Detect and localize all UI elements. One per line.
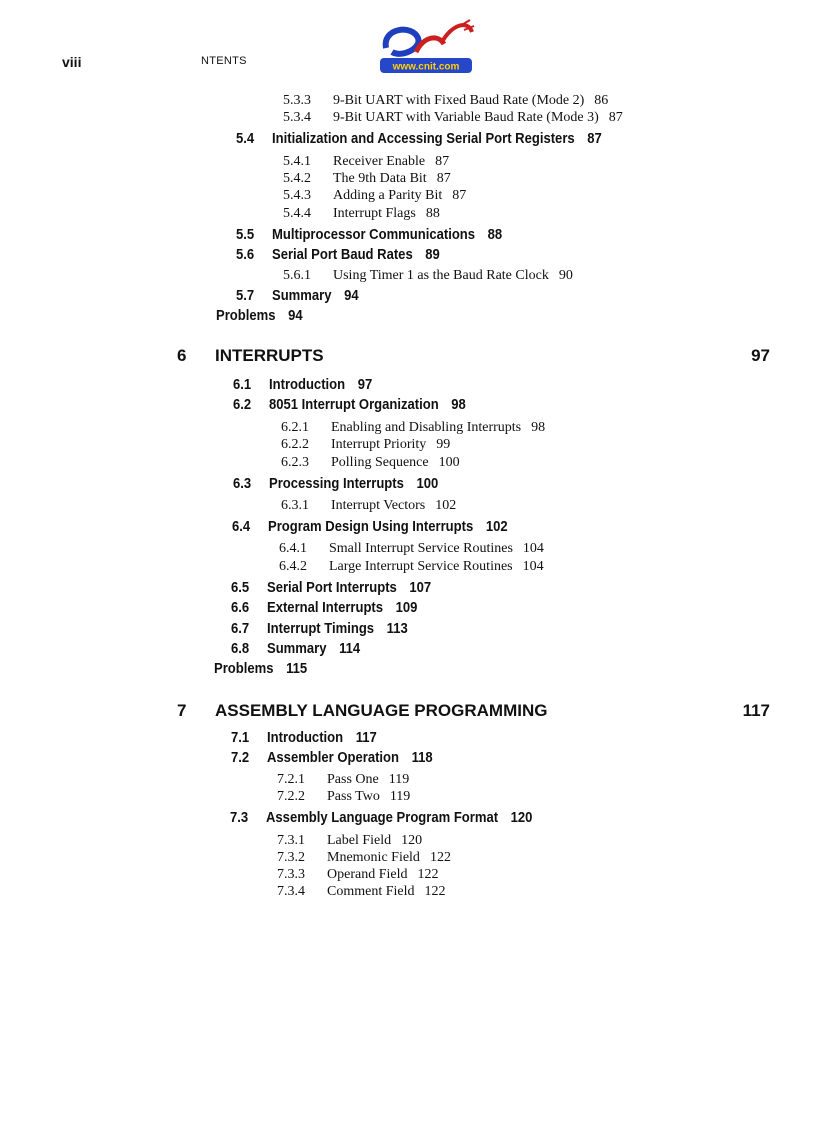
section-page: 94 bbox=[344, 288, 359, 304]
page-number: viii bbox=[62, 54, 82, 70]
section-number: 7.2 bbox=[231, 750, 250, 766]
subsection-page: 104 bbox=[522, 541, 544, 556]
subsection-number: 7.3.3 bbox=[277, 867, 305, 882]
section-page: 100 bbox=[416, 476, 439, 492]
subsection-title: Small Interrupt Service Routines bbox=[329, 541, 513, 556]
section-title: Assembly Language Program Format bbox=[266, 810, 499, 826]
subsection-page: 119 bbox=[389, 789, 411, 804]
problems-page: 94 bbox=[288, 308, 303, 324]
toc-entry-sec bbox=[233, 377, 372, 393]
section-title: Program Design Using Interrupts bbox=[268, 519, 474, 535]
toc-entry-sec bbox=[231, 750, 433, 766]
subsection-page: 100 bbox=[438, 455, 460, 470]
section-page: 87 bbox=[587, 131, 602, 147]
subsection-page: 98 bbox=[531, 420, 546, 435]
subsection-number: 5.4.3 bbox=[283, 188, 311, 203]
section-page: 102 bbox=[485, 519, 508, 535]
toc-entry-sub bbox=[281, 420, 545, 436]
section-number: 6.5 bbox=[231, 580, 250, 596]
toc-entry-sec bbox=[232, 519, 508, 535]
subsection-number: 7.2.1 bbox=[277, 772, 305, 787]
section-page: 118 bbox=[411, 750, 433, 766]
toc-entry-sec bbox=[231, 641, 360, 657]
subsection-title: Large Interrupt Service Routines bbox=[329, 559, 513, 574]
toc-entry-sub bbox=[277, 833, 422, 849]
subsection-number: 6.2.3 bbox=[281, 455, 309, 470]
toc-entry-prob bbox=[216, 308, 303, 324]
subsection-title: Comment Field bbox=[327, 884, 415, 899]
toc-entry-sub bbox=[279, 559, 544, 575]
subsection-title: Label Field bbox=[327, 833, 392, 848]
subsection-page: 122 bbox=[424, 884, 446, 899]
watermark-text: www.cnit.com bbox=[392, 61, 460, 73]
subsection-number: 6.3.1 bbox=[281, 498, 309, 513]
toc-entry-sec bbox=[236, 227, 502, 243]
subsection-title: 9-Bit UART with Fixed Baud Rate (Mode 2) bbox=[333, 93, 585, 108]
subsection-number: 6.4.2 bbox=[279, 559, 307, 574]
subsection-number: 7.3.1 bbox=[277, 833, 305, 848]
section-title: Summary bbox=[272, 288, 332, 304]
subsection-page: 87 bbox=[452, 188, 467, 203]
toc-entry-sub bbox=[283, 110, 623, 126]
subsection-page: 90 bbox=[558, 268, 573, 283]
running-head: NTENTS bbox=[201, 55, 247, 67]
subsection-number: 6.2.1 bbox=[281, 420, 309, 435]
subsection-number: 5.4.2 bbox=[283, 171, 311, 186]
section-page: 107 bbox=[409, 580, 432, 596]
section-title: Assembler Operation bbox=[267, 750, 400, 766]
subsection-title: Interrupt Vectors bbox=[331, 498, 426, 513]
toc-entry-sub bbox=[283, 154, 449, 170]
subsection-title: Mnemonic Field bbox=[327, 850, 420, 865]
subsection-title: Using Timer 1 as the Baud Rate Clock bbox=[333, 268, 549, 283]
section-page: 114 bbox=[339, 641, 361, 657]
section-number: 5.4 bbox=[236, 131, 255, 147]
toc-entry-sub bbox=[277, 867, 438, 883]
toc-entry-sub bbox=[279, 541, 544, 557]
section-page: 113 bbox=[386, 621, 408, 637]
chapter-page: 117 bbox=[742, 701, 770, 720]
chapter-title: INTERRUPTS bbox=[215, 346, 324, 365]
subsection-page: 119 bbox=[388, 772, 410, 787]
subsection-title: Pass Two bbox=[327, 789, 380, 804]
section-page: 117 bbox=[355, 730, 377, 746]
toc-entry-sec bbox=[236, 131, 602, 147]
subsection-title: Adding a Parity Bit bbox=[333, 188, 443, 203]
section-number: 6.4 bbox=[232, 519, 251, 535]
toc-entry-sub bbox=[277, 884, 446, 900]
section-title: Summary bbox=[267, 641, 327, 657]
toc-entry-sub bbox=[277, 789, 410, 805]
subsection-page: 122 bbox=[417, 867, 439, 882]
subsection-page: 120 bbox=[401, 833, 423, 848]
subsection-page: 86 bbox=[594, 93, 609, 108]
toc-entry-sec bbox=[231, 600, 417, 616]
section-title: External Interrupts bbox=[267, 600, 384, 616]
subsection-page: 88 bbox=[425, 206, 440, 221]
toc-entry-sub bbox=[283, 268, 573, 284]
toc-entry-sec bbox=[233, 397, 466, 413]
subsection-number: 5.3.4 bbox=[283, 110, 311, 125]
section-title: Initialization and Accessing Serial Port Registers bbox=[272, 131, 575, 147]
subsection-page: 99 bbox=[436, 437, 451, 452]
section-number: 6.1 bbox=[233, 377, 252, 393]
subsection-page: 87 bbox=[608, 110, 623, 125]
section-title: Introduction bbox=[267, 730, 344, 746]
section-number: 6.2 bbox=[233, 397, 252, 413]
subsection-number: 6.2.2 bbox=[281, 437, 309, 452]
toc-entry-sub bbox=[283, 188, 466, 204]
subsection-number: 5.4.1 bbox=[283, 154, 311, 169]
section-title: Interrupt Timings bbox=[267, 621, 375, 637]
section-title: Multiprocessor Communications bbox=[272, 227, 476, 243]
toc-entry-sec bbox=[236, 288, 359, 304]
toc-entry-sub bbox=[283, 93, 608, 109]
subsection-title: Receiver Enable bbox=[333, 154, 426, 169]
toc-entry-sub bbox=[281, 455, 460, 471]
subsection-title: Interrupt Flags bbox=[333, 206, 416, 221]
problems-page: 115 bbox=[286, 661, 308, 677]
toc-entry-sec bbox=[231, 580, 431, 596]
section-page: 120 bbox=[510, 810, 533, 826]
section-number: 6.7 bbox=[231, 621, 250, 637]
section-title: Processing Interrupts bbox=[269, 476, 404, 492]
section-page: 98 bbox=[451, 397, 466, 413]
subsection-number: 5.4.4 bbox=[283, 206, 311, 221]
subsection-page: 122 bbox=[429, 850, 451, 865]
subsection-number: 5.3.3 bbox=[283, 93, 311, 108]
section-title: 8051 Interrupt Organization bbox=[269, 397, 439, 413]
section-title: Serial Port Baud Rates bbox=[272, 247, 413, 263]
section-number: 6.6 bbox=[231, 600, 250, 616]
subsection-title: Interrupt Priority bbox=[331, 437, 427, 452]
problems-title: Problems bbox=[214, 661, 274, 677]
section-number: 5.7 bbox=[236, 288, 255, 304]
toc-entry-prob bbox=[214, 661, 307, 677]
section-title: Introduction bbox=[269, 377, 346, 393]
subsection-number: 7.3.2 bbox=[277, 850, 305, 865]
subsection-title: Enabling and Disabling Interrupts bbox=[331, 420, 522, 435]
section-number: 7.3 bbox=[230, 810, 249, 826]
subsection-page: 104 bbox=[522, 559, 544, 574]
subsection-title: The 9th Data Bit bbox=[333, 171, 427, 186]
chapter-page: 97 bbox=[751, 346, 770, 365]
subsection-title: Pass One bbox=[327, 772, 379, 787]
section-page: 109 bbox=[395, 600, 418, 616]
problems-title: Problems bbox=[216, 308, 276, 324]
chapter-number: 6 bbox=[177, 346, 187, 365]
toc-entry-sub bbox=[281, 437, 450, 453]
subsection-number: 7.3.4 bbox=[277, 884, 305, 899]
section-title: Serial Port Interrupts bbox=[267, 580, 397, 596]
subsection-title: Polling Sequence bbox=[331, 455, 429, 470]
subsection-page: 87 bbox=[436, 171, 451, 186]
toc-entry-sec bbox=[231, 730, 377, 746]
toc-entry-sec bbox=[236, 247, 440, 263]
section-number: 6.3 bbox=[233, 476, 252, 492]
toc-entry-sub bbox=[283, 206, 440, 222]
toc-entry-sec bbox=[230, 810, 532, 826]
section-page: 97 bbox=[357, 377, 373, 393]
subsection-page: 102 bbox=[435, 498, 457, 513]
section-number: 5.6 bbox=[236, 247, 255, 263]
toc-entry-sec bbox=[233, 476, 438, 492]
section-number: 7.1 bbox=[231, 730, 250, 746]
subsection-page: 87 bbox=[435, 154, 450, 169]
subsection-title: 9-Bit UART with Variable Baud Rate (Mode 3) bbox=[333, 110, 599, 125]
toc-entry-sec bbox=[231, 621, 408, 637]
chapter-number: 7 bbox=[177, 701, 187, 720]
subsection-number: 7.2.2 bbox=[277, 789, 305, 804]
toc-entry-sub bbox=[277, 772, 409, 788]
toc-entry-sub bbox=[283, 171, 451, 187]
section-number: 6.8 bbox=[231, 641, 250, 657]
subsection-number: 6.4.1 bbox=[279, 541, 307, 556]
subsection-number: 5.6.1 bbox=[283, 268, 311, 283]
chapter-title: ASSEMBLY LANGUAGE PROGRAMMING bbox=[215, 701, 548, 720]
subsection-title: Operand Field bbox=[327, 867, 408, 882]
section-page: 88 bbox=[487, 227, 503, 243]
section-page: 89 bbox=[425, 247, 440, 263]
section-number: 5.5 bbox=[236, 227, 255, 243]
toc-entry-sub bbox=[277, 850, 451, 866]
toc-entry-sub bbox=[281, 498, 456, 514]
watermark-logo bbox=[372, 18, 478, 76]
